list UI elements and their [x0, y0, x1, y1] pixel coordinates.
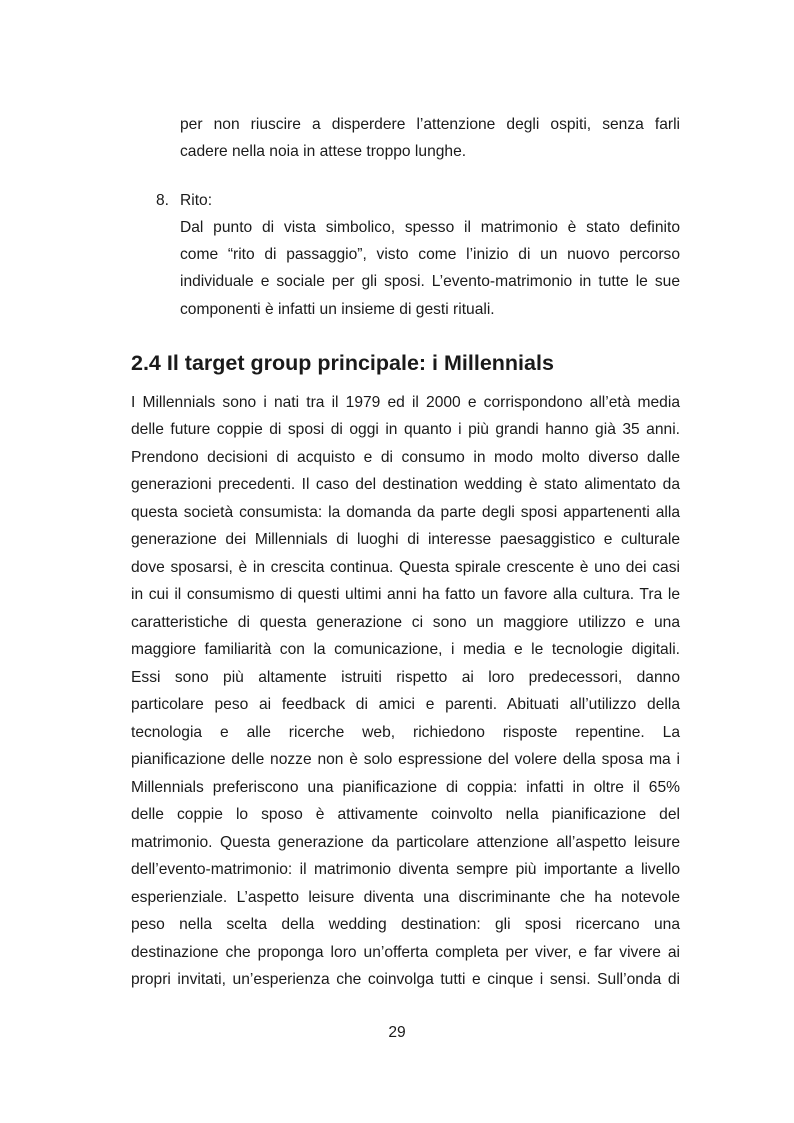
paragraph-line: maggiore familiarità con la comunicazione, i media e le tecnologie digitali.	[131, 641, 680, 658]
paragraph-line: dell’evento-matrimonio: il matrimonio diventa sempre più importante a livello	[131, 861, 680, 878]
paragraph-line: delle future coppie di sposi di oggi in quanto i più grandi hanno già 35 anni.	[131, 421, 680, 438]
section-heading: 2.4 Il target group principale: i Millennials	[131, 351, 554, 375]
paragraph-line: per non riuscire a disperdere l’attenzione degli ospiti, senza farli	[180, 116, 680, 133]
paragraph-line: caratteristiche di questa generazione ci sono un maggiore utilizzo e una	[131, 614, 680, 631]
paragraph-line: I Millennials sono i nati tra il 1979 ed il 2000 e corrispondono all’età media	[131, 394, 680, 411]
paragraph-line: generazione dei Millennials di luoghi di interesse paesaggistico e culturale	[131, 531, 680, 548]
paragraph-line: generazioni precedenti. Il caso del destination wedding è stato alimentato da	[131, 476, 680, 493]
paragraph-line: pianificazione delle nozze non è solo espressione del volere della sposa ma i	[131, 751, 680, 768]
paragraph-line: Prendono decisioni di acquisto e di consumo in modo molto diverso dalle	[131, 449, 680, 466]
paragraph-line: destinazione che proponga loro un’offerta completa per viver, e far vivere ai	[131, 944, 680, 961]
paragraph-line: componenti è infatti un insieme di gesti rituali.	[180, 301, 495, 318]
paragraph-line: delle coppie lo sposo è attivamente coinvolto nella pianificazione del	[131, 806, 680, 823]
paragraph-line: matrimonio. Questa generazione da particolare attenzione all’aspetto leisure	[131, 834, 680, 851]
paragraph-line: questa società consumista: la domanda da parte degli sposi appartenenti alla	[131, 504, 680, 521]
paragraph-line: come “rito di passaggio”, visto come l’inizio di un nuovo percorso	[180, 246, 680, 263]
paragraph-line: esperienziale. L’aspetto leisure diventa una discriminante che ha notevole	[131, 889, 680, 906]
paragraph-line: tecnologia e alle ricerche web, richiedono risposte repentine. La	[131, 724, 680, 741]
paragraph-line: peso nella scelta della wedding destination: gli sposi ricercano una	[131, 916, 680, 933]
paragraph-line: Essi sono più altamente istruiti rispetto ai loro predecessori, danno	[131, 669, 680, 686]
list-item-number: 8.	[156, 192, 170, 209]
paragraph-line: dove sposarsi, è in crescita continua. Questa spirale crescente è uno dei casi	[131, 559, 680, 576]
paragraph-line: cadere nella noia in attese troppo lunghe.	[180, 143, 467, 160]
paragraph-line: particolare peso ai feedback di amici e parenti. Abituati all’utilizzo della	[131, 696, 680, 713]
paragraph-line: propri invitati, un’esperienza che coinvolga tutti e cinque i sensi. Sull’onda di	[131, 971, 680, 988]
page-number: 29	[388, 1024, 406, 1041]
paragraph-line: in cui il consumismo di questi ultimi anni ha fatto un favore alla cultura. Tra le	[131, 586, 680, 603]
paragraph-line: Millennials preferiscono una pianificazione di coppia: infatti in oltre il 65%	[131, 779, 680, 796]
paragraph-line: individuale e sociale per gli sposi. L’evento-matrimonio in tutte le sue	[180, 273, 680, 290]
paragraph-line: Dal punto di vista simbolico, spesso il matrimonio è stato definito	[180, 219, 680, 236]
list-item-title: Rito:	[180, 192, 213, 209]
